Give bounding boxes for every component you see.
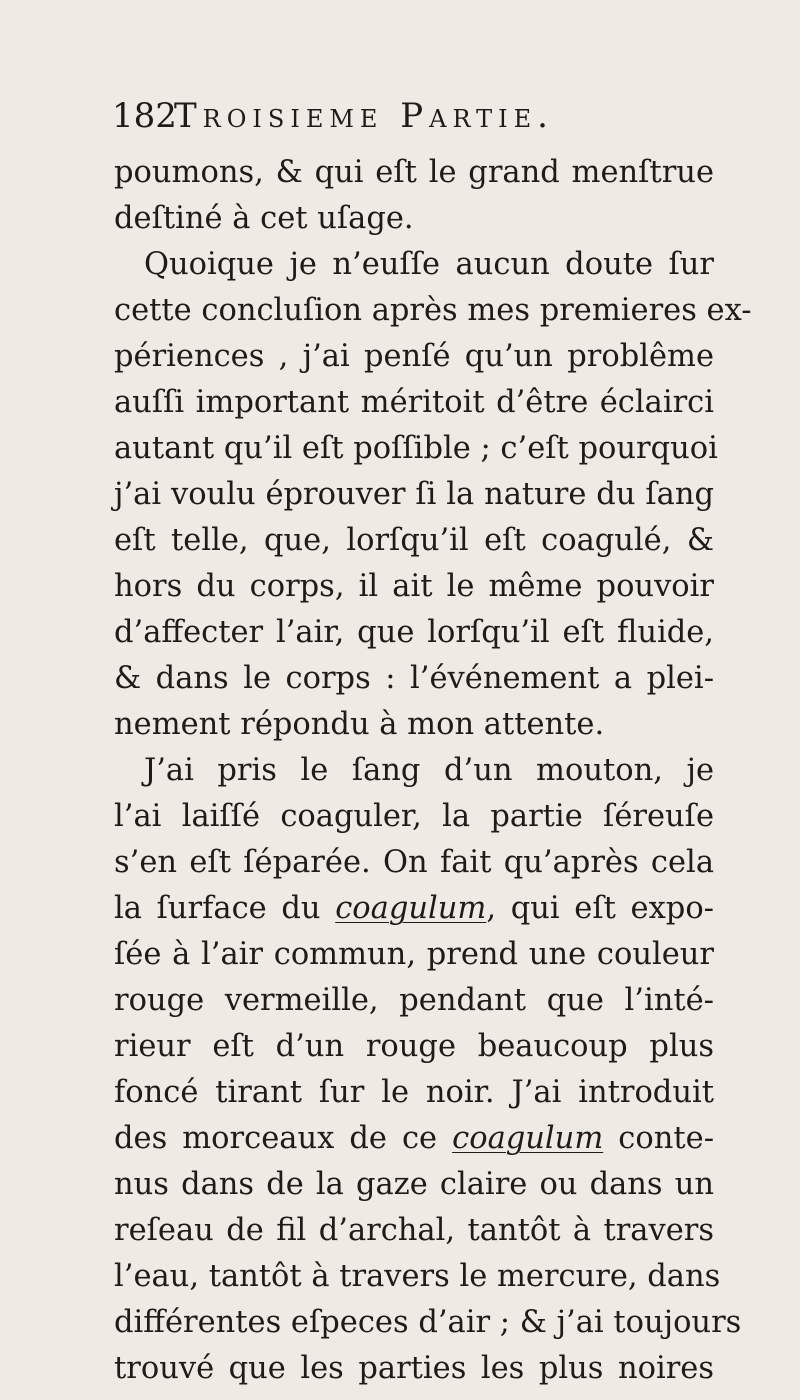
italic-term: coagulum xyxy=(335,891,487,926)
text-line: l’eau, tantôt à travers le mercure, dans xyxy=(114,1259,721,1294)
text-line: eſt telle, que, lorſqu’il eſt coagulé, & xyxy=(114,523,714,558)
text-line: autant qu’il eſt poſſible ; c’eſt pourquoi xyxy=(114,431,718,466)
text-line xyxy=(114,886,714,932)
page-number: 182 xyxy=(112,96,177,136)
text-segment: la ſurface du xyxy=(114,891,321,926)
text-line: périences , j’ai penſé qu’un problême xyxy=(114,339,714,374)
text-line: J’ai pris le ſang d’un mouton, je xyxy=(144,753,714,788)
text-line: rouge vermeille, pendant que l’inté- xyxy=(114,983,714,1018)
text-line: ſée à l’air commun, prend une couleur xyxy=(114,937,714,972)
text-line: s’en eſt ſéparée. On fait qu’après cela xyxy=(114,845,714,880)
italic-term: coagulum xyxy=(452,1121,604,1156)
text-line: foncé tirant ſur le noir. J’ai introduit xyxy=(114,1075,714,1110)
text-line: l’ai laiſſé coaguler, la partie ſéreuſe xyxy=(114,799,714,834)
text-segment: conte- xyxy=(618,1121,714,1156)
text-line xyxy=(114,1116,714,1162)
text-line: cette concluſion après mes premieres ex- xyxy=(114,293,752,328)
text-line: différentes eſpeces d’air ; & j’ai toujours xyxy=(114,1305,742,1340)
running-head: Troisieme Partie. xyxy=(174,96,554,136)
text-line: Quoique je n’euſſe aucun doute ſur xyxy=(144,247,714,282)
text-line: trouvé que les parties les plus noires xyxy=(114,1351,714,1386)
text-line: hors du corps, il ait le même pouvoir xyxy=(114,569,714,604)
body-text xyxy=(114,150,752,1392)
text-line: deſtiné à cet uſage. xyxy=(114,201,414,236)
page-header xyxy=(112,92,672,140)
text-line: reſeau de fil d’archal, tantôt à travers xyxy=(114,1213,714,1248)
text-segment: des morceaux de ce xyxy=(114,1121,438,1156)
text-line: j’ai voulu éprouver ſi la nature du ſang xyxy=(114,477,714,512)
text-line: nement répondu à mon attente. xyxy=(114,707,605,742)
text-segment: , qui eſt expo- xyxy=(486,891,714,926)
text-line: auſſi important méritoit d’être éclairci xyxy=(114,385,714,420)
text-line: & dans le corps : l’événement a plei- xyxy=(114,661,714,696)
text-line: poumons, & qui eſt le grand menſtrue xyxy=(114,155,714,190)
text-line: d’affecter l’air, que lorſqu’il eſt fluide, xyxy=(114,615,714,650)
text-line: rieur eſt d’un rouge beaucoup plus xyxy=(114,1029,714,1064)
text-line: nus dans de la gaze claire ou dans un xyxy=(114,1167,714,1202)
